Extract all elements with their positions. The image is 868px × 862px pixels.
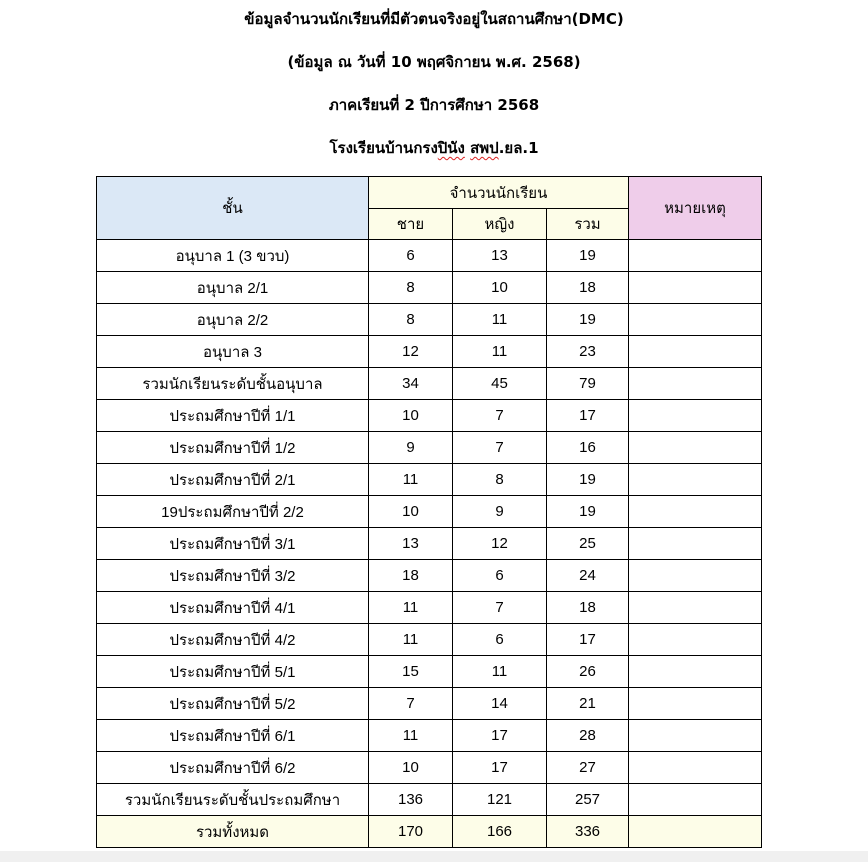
cell-female: 13 (453, 240, 547, 272)
header-female: หญิง (453, 209, 547, 240)
cell-class: 19ประถมศึกษาปีที่ 2/2 (97, 496, 369, 528)
cell-male: 10 (369, 400, 453, 432)
cell-note (629, 272, 762, 304)
cell-male: 15 (369, 656, 453, 688)
cell-male: 10 (369, 752, 453, 784)
report-school (0, 136, 868, 160)
school-name-prefix: โรงเรียนบ้านกรง (329, 139, 438, 157)
header-student-count: จำนวนนักเรียน (369, 177, 629, 209)
cell-female: 10 (453, 272, 547, 304)
table-row (97, 432, 762, 464)
cell-class: ประถมศึกษาปีที่ 3/1 (97, 528, 369, 560)
cell-female: 11 (453, 336, 547, 368)
cell-class: ประถมศึกษาปีที่ 6/1 (97, 720, 369, 752)
table-row (97, 304, 762, 336)
cell-female: 8 (453, 464, 547, 496)
header-class: ชั้น (97, 177, 369, 240)
cell-male: 11 (369, 592, 453, 624)
cell-note (629, 528, 762, 560)
cell-male: 9 (369, 432, 453, 464)
school-name-spellcheck: ปินัง (437, 139, 465, 157)
cell-class: รวมนักเรียนระดับชั้นอนุบาล (97, 368, 369, 400)
table-row (97, 528, 762, 560)
cell-total: 336 (547, 816, 629, 848)
cell-female: 11 (453, 656, 547, 688)
cell-female: 17 (453, 752, 547, 784)
cell-note (629, 560, 762, 592)
cell-note (629, 432, 762, 464)
cell-class: ประถมศึกษาปีที่ 6/2 (97, 752, 369, 784)
cell-total: 27 (547, 752, 629, 784)
cell-total: 19 (547, 496, 629, 528)
cell-female: 7 (453, 400, 547, 432)
cell-female: 17 (453, 720, 547, 752)
student-count-table (96, 176, 762, 848)
cell-female: 7 (453, 592, 547, 624)
cell-total: 17 (547, 400, 629, 432)
cell-note (629, 464, 762, 496)
cell-female: 6 (453, 624, 547, 656)
cell-class: ประถมศึกษาปีที่ 5/1 (97, 656, 369, 688)
table-row (97, 496, 762, 528)
cell-male: 10 (369, 496, 453, 528)
table-row (97, 592, 762, 624)
cell-total: 18 (547, 272, 629, 304)
cell-total: 25 (547, 528, 629, 560)
cell-note (629, 496, 762, 528)
cell-note (629, 336, 762, 368)
cell-note (629, 656, 762, 688)
table-row (97, 336, 762, 368)
cell-female: 9 (453, 496, 547, 528)
cell-total: 19 (547, 464, 629, 496)
table-row (97, 272, 762, 304)
header-total: รวม (547, 209, 629, 240)
report-title: ข้อมูลจำนวนนักเรียนที่มีตัวตนจริงอยู่ในสถานศึกษา(DMC) (244, 10, 624, 28)
table-row (97, 656, 762, 688)
cell-total: 79 (547, 368, 629, 400)
cell-male: 18 (369, 560, 453, 592)
report-date: (ข้อมูล ณ วันที่ 10 พฤศจิกายน พ.ศ. 2568) (287, 53, 581, 71)
cell-class: ประถมศึกษาปีที่ 2/1 (97, 464, 369, 496)
cell-female: 121 (453, 784, 547, 816)
cell-class: อนุบาล 3 (97, 336, 369, 368)
cell-male: 6 (369, 240, 453, 272)
report-semester: ภาคเรียนที่ 2 ปีการศึกษา 2568 (328, 96, 540, 114)
cell-note (629, 304, 762, 336)
cell-total: 24 (547, 560, 629, 592)
cell-male: 11 (369, 464, 453, 496)
cell-male: 8 (369, 304, 453, 336)
cell-total: 26 (547, 656, 629, 688)
grand-total-row (97, 816, 762, 848)
table-row (97, 624, 762, 656)
cell-class: ประถมศึกษาปีที่ 4/1 (97, 592, 369, 624)
cell-note (629, 240, 762, 272)
table-row (97, 752, 762, 784)
cell-class: ประถมศึกษาปีที่ 3/2 (97, 560, 369, 592)
cell-note (629, 592, 762, 624)
cell-male: 11 (369, 624, 453, 656)
cell-female: 7 (453, 432, 547, 464)
cell-note (629, 368, 762, 400)
table-row (97, 688, 762, 720)
header-note: หมายเหตุ (629, 177, 762, 240)
cell-female: 14 (453, 688, 547, 720)
table-row (97, 784, 762, 816)
cell-total: 19 (547, 304, 629, 336)
cell-female: 6 (453, 560, 547, 592)
page-bottom-edge (0, 851, 868, 862)
table-row (97, 400, 762, 432)
cell-female: 12 (453, 528, 547, 560)
cell-total: 19 (547, 240, 629, 272)
cell-class: ประถมศึกษาปีที่ 1/2 (97, 432, 369, 464)
cell-note (629, 624, 762, 656)
cell-class: ประถมศึกษาปีที่ 1/1 (97, 400, 369, 432)
district-suffix: .ยล.1 (498, 139, 539, 157)
cell-total: 23 (547, 336, 629, 368)
cell-note (629, 816, 762, 848)
cell-total: 18 (547, 592, 629, 624)
cell-note (629, 752, 762, 784)
cell-class: รวมนักเรียนระดับชั้นประถมศึกษา (97, 784, 369, 816)
cell-note (629, 400, 762, 432)
cell-male: 13 (369, 528, 453, 560)
cell-female: 11 (453, 304, 547, 336)
cell-class: ประถมศึกษาปีที่ 4/2 (97, 624, 369, 656)
cell-note (629, 784, 762, 816)
cell-note (629, 688, 762, 720)
cell-male: 170 (369, 816, 453, 848)
cell-male: 8 (369, 272, 453, 304)
table-row (97, 720, 762, 752)
table-row (97, 240, 762, 272)
cell-total: 16 (547, 432, 629, 464)
cell-total: 21 (547, 688, 629, 720)
cell-female: 45 (453, 368, 547, 400)
cell-note (629, 720, 762, 752)
cell-total: 257 (547, 784, 629, 816)
district-spellcheck: สพป (470, 139, 499, 157)
header-male: ชาย (369, 209, 453, 240)
table-row (97, 368, 762, 400)
cell-class: รวมทั้งหมด (97, 816, 369, 848)
cell-male: 136 (369, 784, 453, 816)
cell-class: อนุบาล 2/1 (97, 272, 369, 304)
cell-class: อนุบาล 2/2 (97, 304, 369, 336)
cell-male: 34 (369, 368, 453, 400)
cell-total: 28 (547, 720, 629, 752)
table-row (97, 464, 762, 496)
cell-class: ประถมศึกษาปีที่ 5/2 (97, 688, 369, 720)
cell-male: 11 (369, 720, 453, 752)
cell-male: 7 (369, 688, 453, 720)
cell-female: 166 (453, 816, 547, 848)
cell-total: 17 (547, 624, 629, 656)
table-row (97, 560, 762, 592)
cell-class: อนุบาล 1 (3 ขวบ) (97, 240, 369, 272)
cell-male: 12 (369, 336, 453, 368)
